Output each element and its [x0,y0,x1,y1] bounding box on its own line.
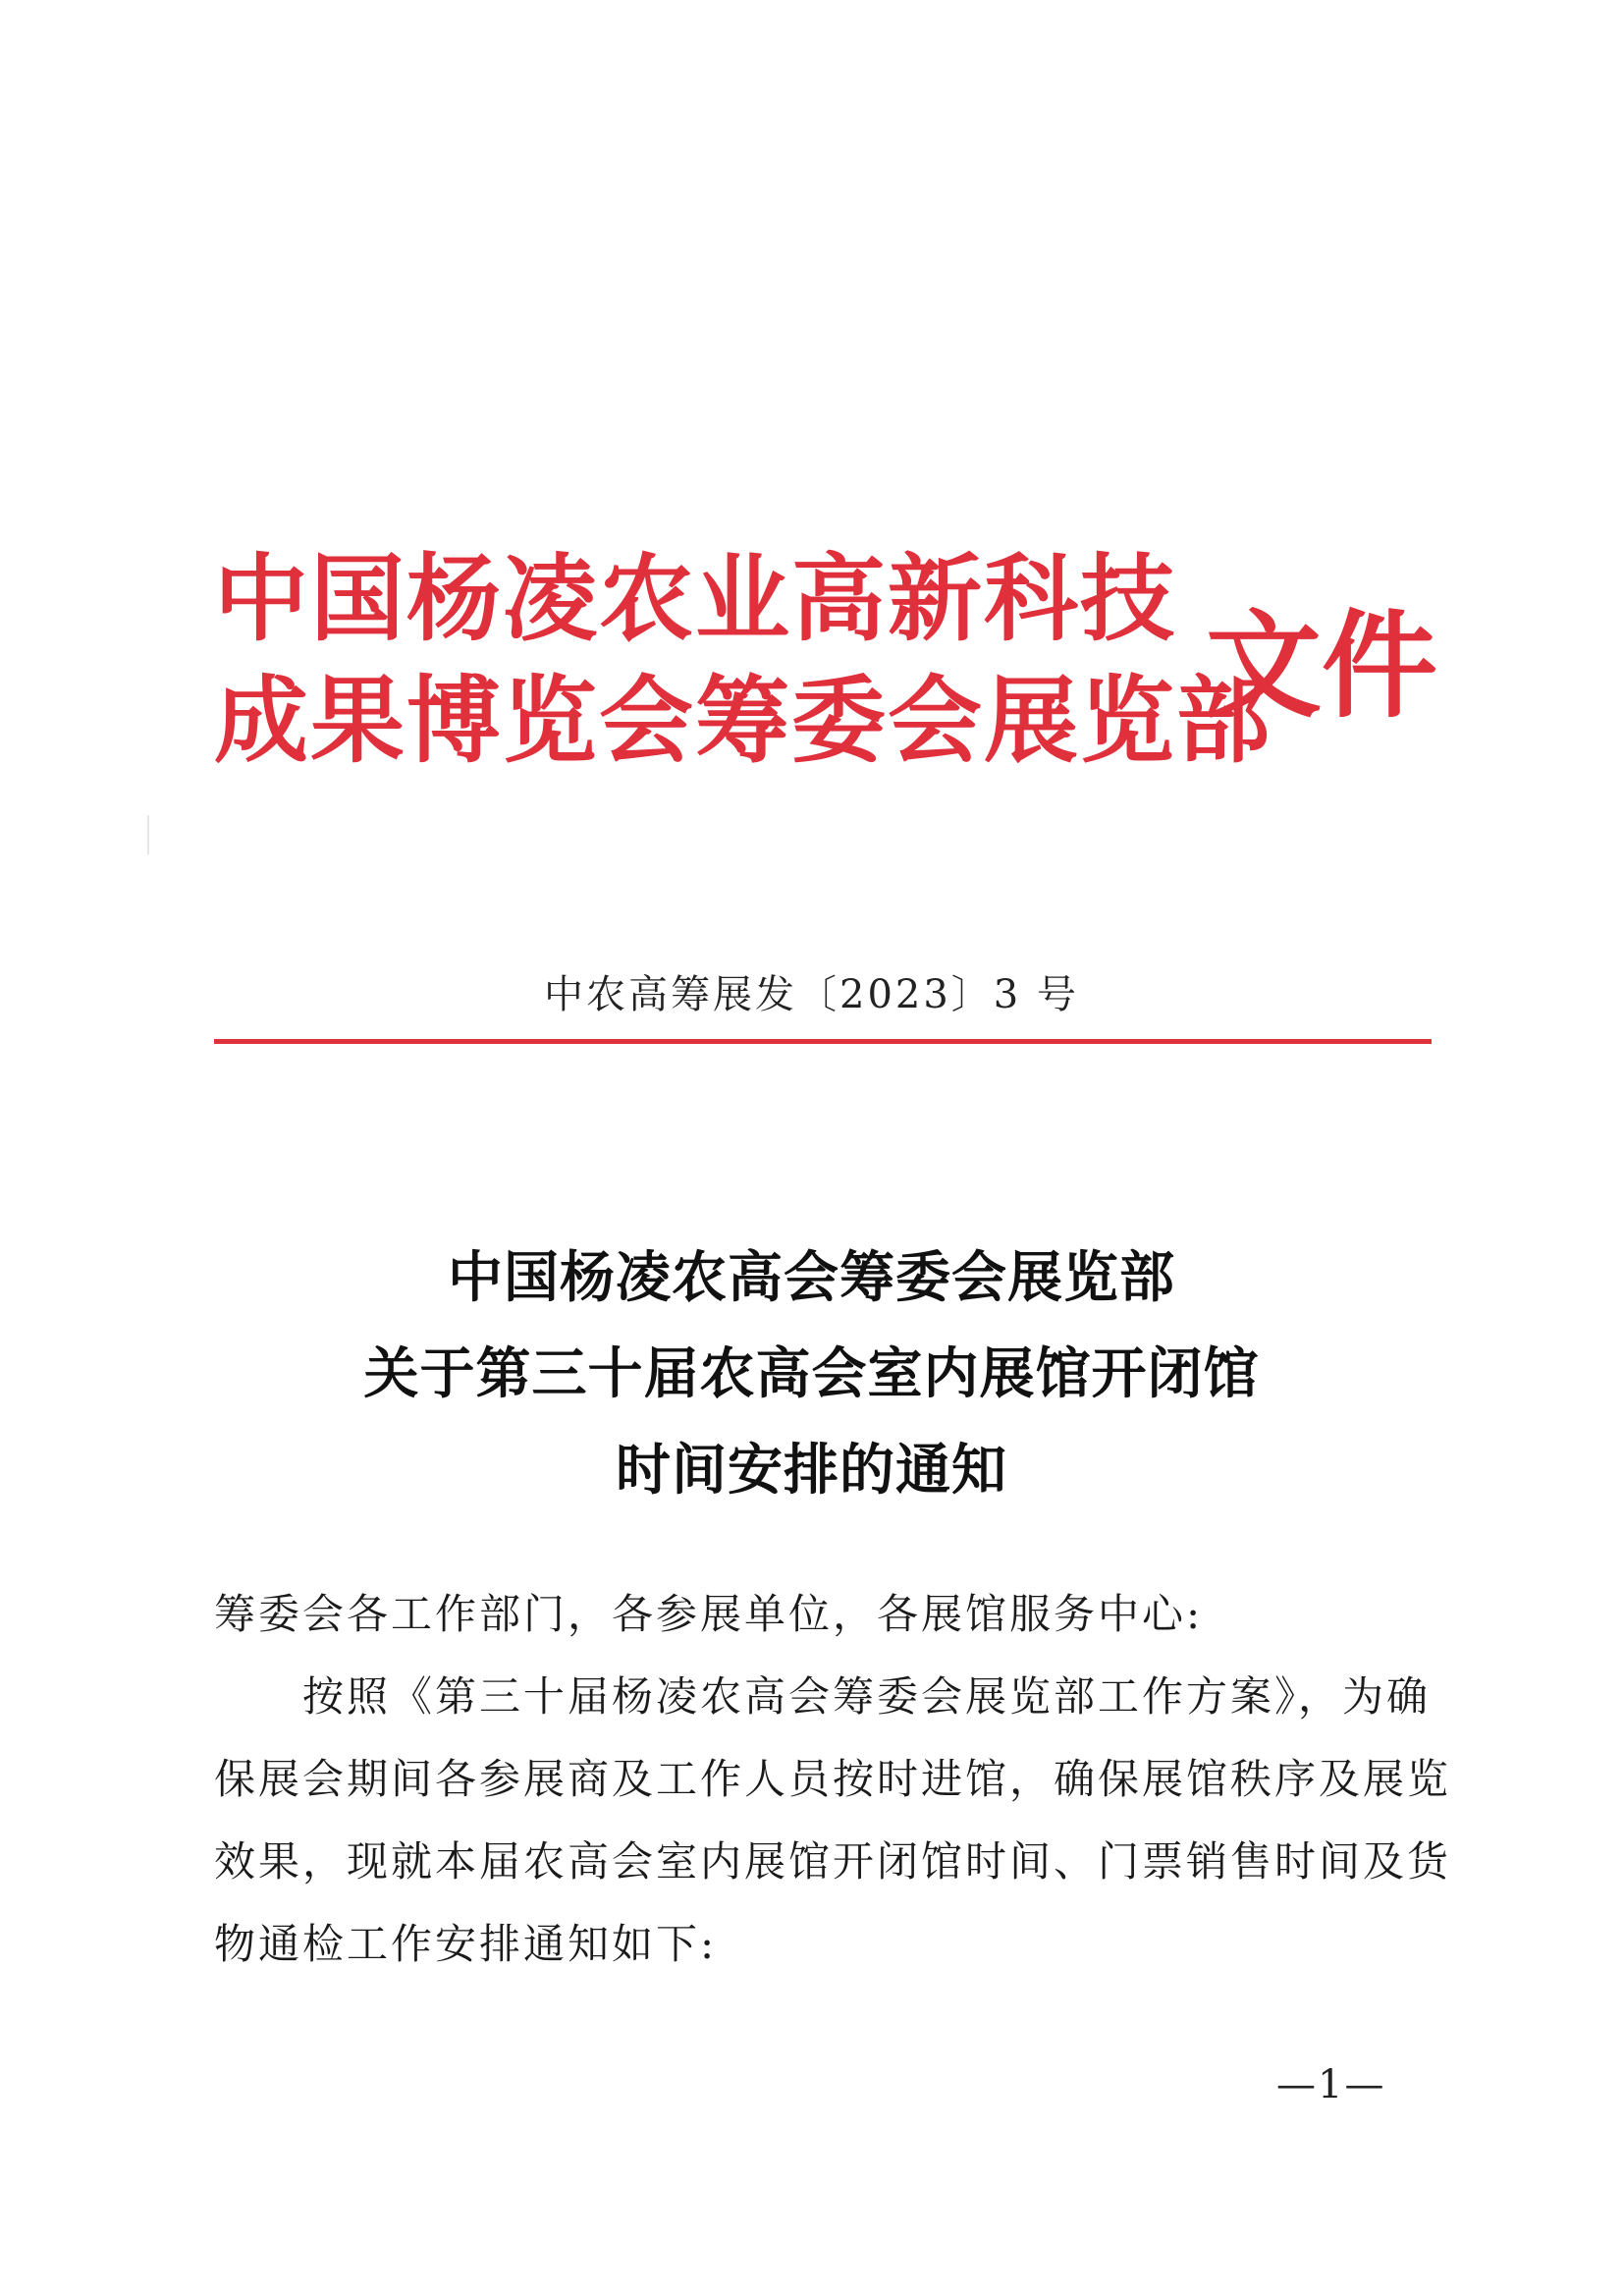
document-header-title [214,538,1272,782]
salutation: 筹委会各工作部门，各参展单位，各展馆服务中心: [214,1590,1204,1638]
red-divider-line [214,1039,1432,1044]
notice-title-line-3: 时间安排的通知 [616,1438,1007,1503]
notice-title [0,1230,1623,1518]
header-title-line-1: 中国杨凌农业高新科技 [214,543,1176,654]
paragraph-line: 按照《第三十届杨凌农高会筹委会展览部工作方案》，为确 [302,1672,1432,1721]
notice-title-line-1: 中国杨凌农高会筹委会展览部 [448,1245,1175,1310]
page-number: —1— [1276,2062,1386,2107]
notice-body [214,1573,1452,1986]
header-title-suffix: 文件 [1206,597,1438,734]
header-title-line-2: 成果博览会筹委会展览部 [214,665,1272,776]
paragraph-line: 物通检工作安排通知如下: [214,1920,718,1968]
paragraph-line: 保展会期间各参展商及工作人员按时进馆，确保展馆秩序及展览 [214,1755,1452,1803]
document-number: 中农高筹展发〔2023〕3 号 [544,972,1079,1017]
paragraph-line: 效果，现就本届农高会室内展馆开闭馆时间、门票销售时间及货 [214,1837,1452,1886]
notice-title-line-2: 关于第三十届农高会室内展馆开闭馆 [363,1341,1260,1406]
scan-artifact [147,815,149,854]
